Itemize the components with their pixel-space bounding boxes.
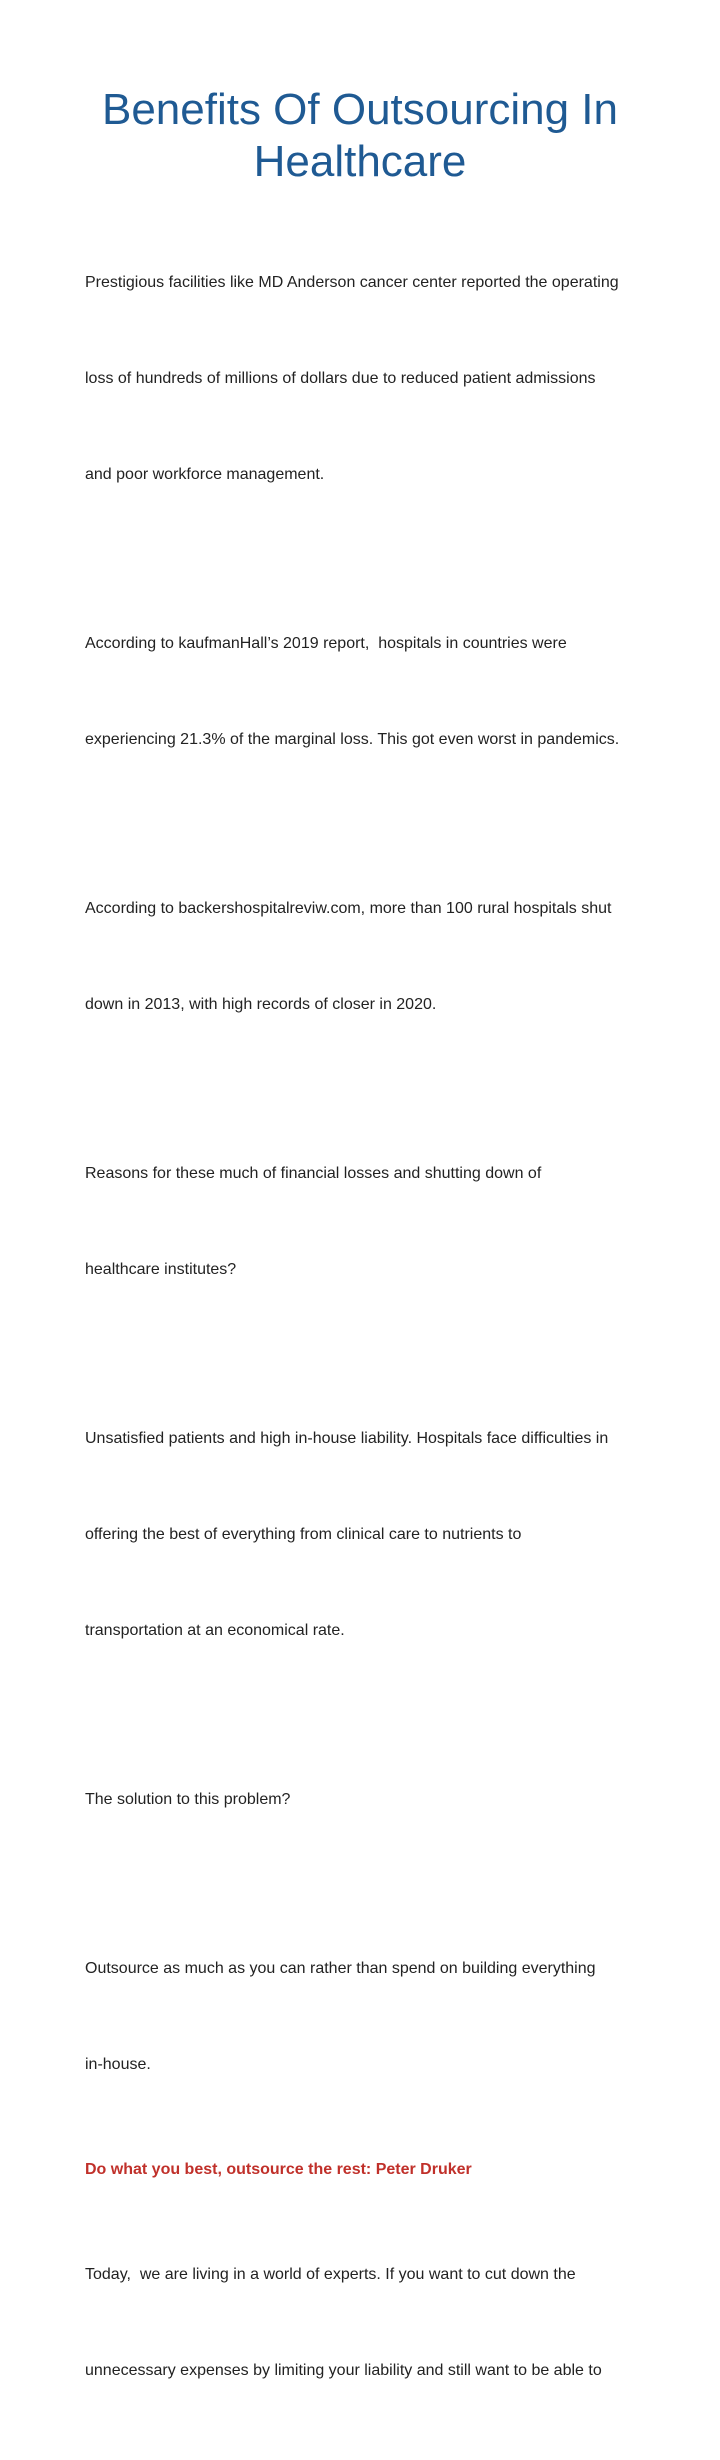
text-line: in-house. <box>85 2056 151 2073</box>
text-line: experiencing 21.3% of the marginal loss. This got even worst in pandemics. <box>85 731 620 748</box>
text-line: Unsatisfied patients and high in-house liability. Hospitals face difficulties in <box>85 1430 609 1447</box>
paragraph-outsource-advice <box>85 1889 645 2145</box>
text-line: According to backershospitalreviw.com, more than 100 rural hospitals shut <box>85 900 612 917</box>
paragraph-reasons-question <box>85 1094 645 1350</box>
document-body <box>85 203 645 2460</box>
text-line: and poor workforce management. <box>85 466 325 483</box>
paragraph-solution-question <box>85 1720 645 1880</box>
paragraph-experts <box>85 2195 645 2451</box>
paragraph-md-anderson <box>85 203 645 555</box>
text-line: unnecessary expenses by limiting your liability and still want to be able to <box>85 2362 602 2379</box>
text-line: down in 2013, with high records of closer in 2020. <box>85 996 437 1013</box>
text-line: transportation at an economical rate. <box>85 1622 345 1639</box>
paragraph-unsatisfied-patients <box>85 1359 645 1711</box>
text-line: offering the best of everything from clinical care to nutrients to <box>85 1526 522 1543</box>
text-line: The solution to this problem? <box>85 1791 291 1808</box>
paragraph-rural-hospitals <box>85 829 645 1085</box>
text-line: loss of hundreds of millions of dollars due to reduced patient admissions <box>85 370 596 387</box>
paragraph-kaufmanhall <box>85 564 645 820</box>
text-line: Today, we are living in a world of experts. If you want to cut down the <box>85 2266 576 2283</box>
text-line: Prestigious facilities like MD Anderson cancer center reported the operating <box>85 274 619 291</box>
text-line: Outsource as much as you can rather than spend on building everything <box>85 1960 596 1977</box>
page-title: Benefits Of Outsourcing In Healthcare <box>101 85 619 186</box>
text-line: According to kaufmanHall’s 2019 report, hospitals in countries were <box>85 635 567 652</box>
text-line: healthcare institutes? <box>85 1261 237 1278</box>
highlighted-quote: Do what you best, outsource the rest: Peter Druker <box>85 2161 472 2178</box>
text-line: Reasons for these much of financial losses and shutting down of <box>85 1165 542 1182</box>
